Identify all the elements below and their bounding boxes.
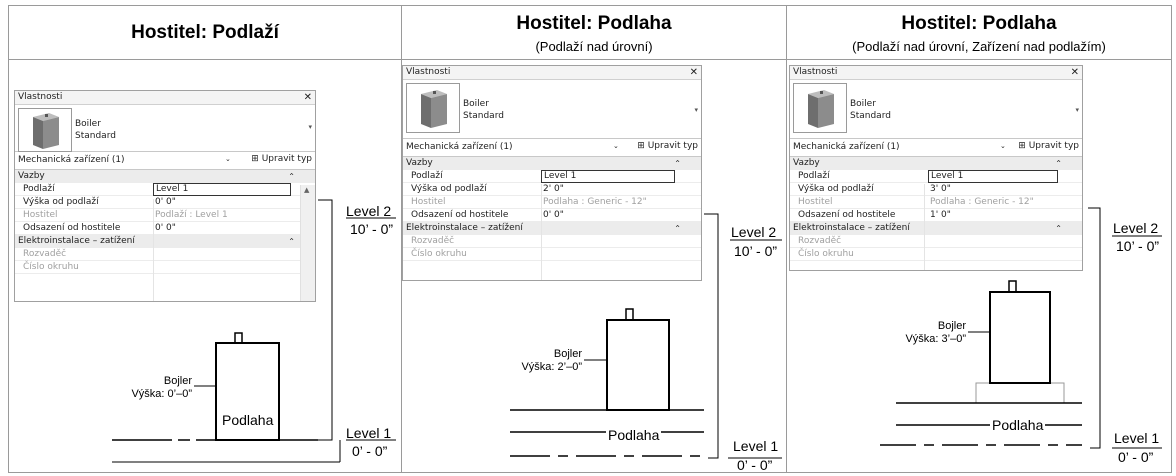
level-1-name: Level 1 [733, 438, 779, 454]
property-value: 0' 0" [543, 210, 564, 220]
boiler-shape [990, 292, 1050, 383]
column-title: Hostitel: Podlaha [516, 13, 672, 34]
floor-label: Podlaha [222, 412, 274, 428]
floor-label: Podlaha [992, 417, 1044, 433]
column-title: Hostitel: Podlaha [901, 13, 1057, 34]
level-1-elevation: 0’ - 0” [1118, 449, 1154, 465]
column-title: Hostitel: Podlaží [131, 22, 279, 43]
boiler-label: Bojler [937, 320, 966, 332]
palette-title: Vlastnosti [18, 92, 63, 102]
chevron-down-icon[interactable]: ⌄ [1000, 142, 1006, 150]
group-title: Elektroinstalace – zatížení [406, 223, 523, 233]
property-key: Podlaží [23, 184, 55, 194]
property-key: Rozvaděč [411, 236, 455, 246]
column-subtitle: (Podlaží nad úrovní, Zařízení nad podlažím) [852, 39, 1106, 54]
property-key: Rozvaděč [23, 249, 67, 259]
property-value: 2' 0" [543, 184, 564, 194]
level-1-name: Level 1 [1114, 430, 1160, 446]
property-key: Podlaží [411, 171, 443, 181]
close-icon[interactable]: ✕ [689, 67, 698, 78]
instance-selector[interactable]: Mechanická zařízení (1) [18, 155, 125, 165]
collapse-icon[interactable]: ⌃ [1055, 159, 1062, 168]
level-2-name: Level 2 [346, 203, 392, 219]
height-label: Výška: 0’–0” [131, 388, 192, 400]
property-value: 1' 0" [930, 210, 951, 220]
boiler-label: Bojler [163, 375, 192, 387]
type-name: Standard [463, 111, 504, 121]
type-family-name: Boiler [463, 99, 489, 109]
collapse-icon[interactable]: ⌃ [674, 159, 681, 168]
type-family-name: Boiler [850, 99, 876, 109]
collapse-icon[interactable]: ⌃ [1055, 224, 1062, 233]
scroll-up-icon[interactable]: ▲ [304, 186, 310, 194]
property-key: Hostitel [411, 197, 446, 207]
close-icon[interactable]: ✕ [1070, 67, 1079, 78]
chevron-down-icon: ▾ [308, 123, 312, 131]
property-key: Podlaží [798, 171, 830, 181]
level-2-elevation: 10’ - 0” [1116, 238, 1160, 254]
floor-label: Podlaha [608, 427, 660, 443]
property-key: Odsazení od hostitele [798, 210, 896, 220]
chevron-down-icon: ▾ [694, 106, 698, 114]
group-title: Vazby [18, 171, 45, 181]
edit-type-icon: ⊞ [251, 154, 259, 164]
height-label: Výška: 2’–0” [521, 361, 582, 373]
type-name: Standard [850, 111, 891, 121]
edit-type-icon: ⊞ [637, 141, 645, 151]
property-key: Výška od podlaží [23, 197, 99, 207]
palette-title: Vlastnosti [793, 67, 838, 77]
chevron-down-icon[interactable]: ⌄ [613, 142, 619, 150]
collapse-icon[interactable]: ⌃ [288, 172, 295, 181]
level-1-elevation: 0’ - 0” [352, 443, 388, 459]
edit-type-icon: ⊞ [1018, 141, 1026, 151]
edit-type-label: Upravit typ [261, 154, 312, 164]
property-key: Výška od podlaží [411, 184, 487, 194]
level-input[interactable]: Level 1 [153, 183, 291, 196]
palette-title: Vlastnosti [406, 67, 451, 77]
property-key: Číslo okruhu [23, 262, 79, 272]
type-name: Standard [75, 131, 116, 141]
level-input[interactable]: Level 1 [541, 170, 675, 183]
level-2-name: Level 2 [1113, 220, 1159, 236]
boiler-outlet [1009, 281, 1016, 292]
group-title: Vazby [406, 158, 433, 168]
chevron-down-icon[interactable]: ⌄ [225, 155, 231, 163]
property-key: Odsazení od hostitele [411, 210, 509, 220]
level-2-elevation: 10’ - 0” [734, 243, 778, 259]
property-value: Podlaha : Generic - 12" [930, 197, 1034, 207]
property-value: Podlaží : Level 1 [155, 210, 228, 220]
group-title: Elektroinstalace – zatížení [793, 223, 910, 233]
boiler-label: Bojler [553, 348, 582, 360]
level-input[interactable]: Level 1 [928, 170, 1058, 183]
collapse-icon[interactable]: ⌃ [288, 237, 295, 246]
instance-selector[interactable]: Mechanická zařízení (1) [406, 142, 513, 152]
chevron-down-icon: ▾ [1075, 106, 1079, 114]
type-family-name: Boiler [75, 119, 101, 129]
property-key: Číslo okruhu [411, 249, 467, 259]
group-title: Vazby [793, 158, 820, 168]
close-icon[interactable]: ✕ [303, 92, 312, 103]
property-key: Odsazení od hostitele [23, 223, 121, 233]
group-title: Elektroinstalace – zatížení [18, 236, 135, 246]
property-key: Rozvaděč [798, 236, 842, 246]
collapse-icon[interactable]: ⌃ [674, 224, 681, 233]
property-key: Hostitel [23, 210, 58, 220]
property-key: Hostitel [798, 197, 833, 207]
equipment-pad [976, 383, 1064, 403]
edit-type-label: Upravit typ [647, 141, 698, 151]
level-2-elevation: 10’ - 0” [350, 221, 394, 237]
level-bracket [1088, 208, 1100, 448]
level-1-name: Level 1 [346, 425, 392, 441]
height-label: Výška: 3’–0” [905, 333, 966, 345]
property-value: 0' 0" [155, 197, 176, 207]
edit-type-label: Upravit typ [1028, 141, 1079, 151]
column-subtitle: (Podlaží nad úrovní) [535, 39, 653, 54]
property-key: Výška od podlaží [798, 184, 874, 194]
property-value: 0' 0" [155, 223, 176, 233]
property-value: Podlaha : Generic - 12" [543, 197, 647, 207]
instance-selector[interactable]: Mechanická zařízení (1) [793, 142, 900, 152]
property-key: Číslo okruhu [798, 249, 854, 259]
property-value: 3' 0" [930, 184, 951, 194]
level-2-name: Level 2 [731, 224, 777, 240]
level-1-elevation: 0’ - 0” [737, 457, 773, 473]
